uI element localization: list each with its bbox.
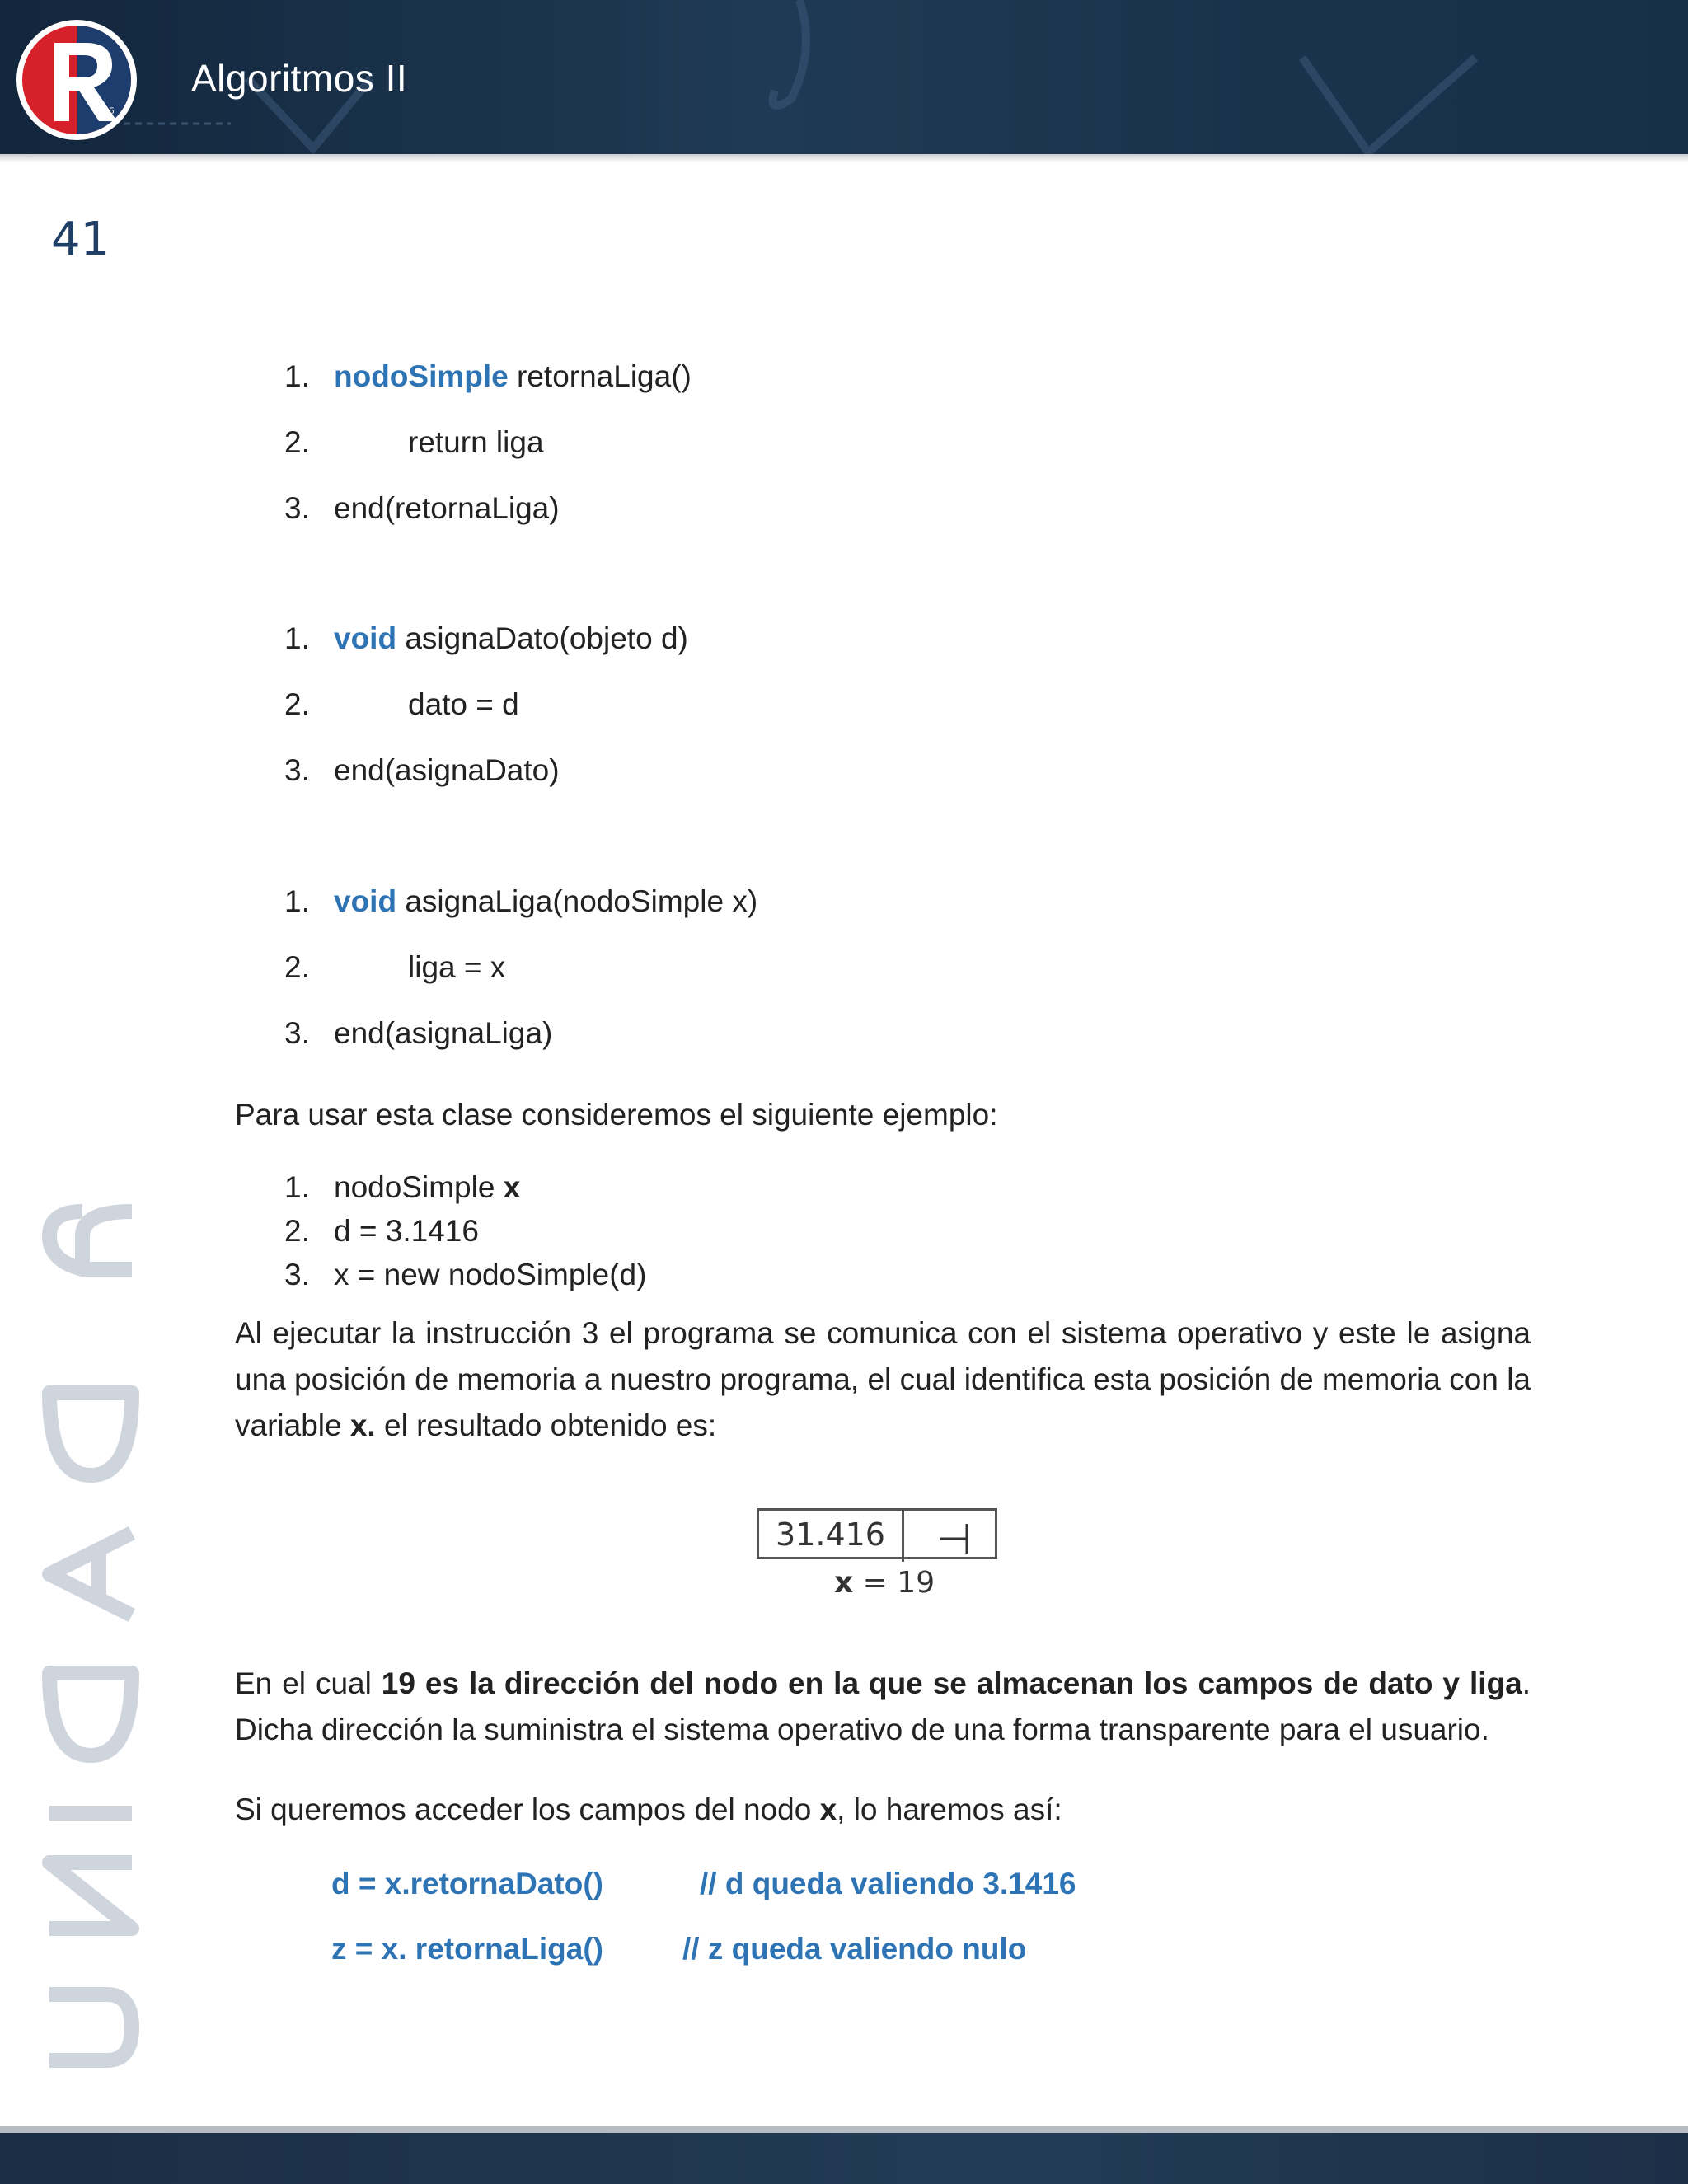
footer-divider [0,2126,1688,2133]
code-keyword: nodoSimple [334,359,509,393]
null-pointer-icon [939,1522,972,1555]
app-title: Algoritmos II [191,57,408,100]
university-logo [15,18,138,142]
page-footer [0,2133,1688,2184]
access-comment-retornaDato: // d queda valiendo 3.1416 [700,1867,1076,1900]
page-number: 41 [51,213,110,266]
page-header [0,0,1688,154]
paragraph-instruction-3: Al ejecutar la instrucción 3 el programa se comunica con el sistema operativo y este le asigna una posición de memoria a nuestro programa, el cual identifica esta posición de memoria con la variable x. el resultado obtenido es: [235,1316,1531,1442]
code-line: 3. end(asignaDato) [284,753,560,787]
side-unit-label [33,1179,148,2110]
node-diagram [757,1508,1001,1564]
access-code-retornaDato: d = x.retornaDato() [331,1867,603,1900]
code-line: 1. nodoSimple x [284,1170,521,1204]
node-address-caption: x = 19 [834,1566,935,1600]
intro-text: Para usar esta clase consideremos el siguiente ejemplo: [235,1098,998,1132]
code-line: 3. end(retornaLiga) [284,491,560,525]
code-line: 3. x = new nodoSimple(d) [284,1258,647,1291]
paragraph-access-fields: Si queremos acceder los campos del nodo x, lo haremos así: [235,1793,1062,1826]
code-line: 2. dato = d [284,687,519,721]
code-line: 2. return liga [284,425,544,459]
code-line: 2. liga = x [284,950,506,984]
paragraph-node-address: En el cual 19 es la dirección del nodo en la que se almacenan los campos de dato y liga. Dicha dirección la suministra el sistema operativo de una forma transparente para el usuario. [235,1666,1531,1746]
node-dato-field: 31.416 [759,1511,904,1562]
code-keyword: void [334,884,397,918]
header-divider [0,154,1688,162]
code-line: 3. end(asignaLiga) [284,1016,553,1050]
access-code-retornaLiga: z = x. retornaLiga() [331,1932,603,1966]
code-line: 2. d = 3.1416 [284,1214,479,1248]
code-line: 1. void asignaLiga(nodoSimple x) [284,884,758,918]
logo-year: 1915 [94,106,115,116]
code-line: 1. nodoSimple retornaLiga() [284,359,692,393]
code-keyword: void [334,621,397,655]
access-comment-retornaLiga: // z queda valiendo nulo [682,1932,1027,1966]
code-line: 1. void asignaDato(objeto d) [284,621,688,655]
node-box [757,1508,997,1559]
